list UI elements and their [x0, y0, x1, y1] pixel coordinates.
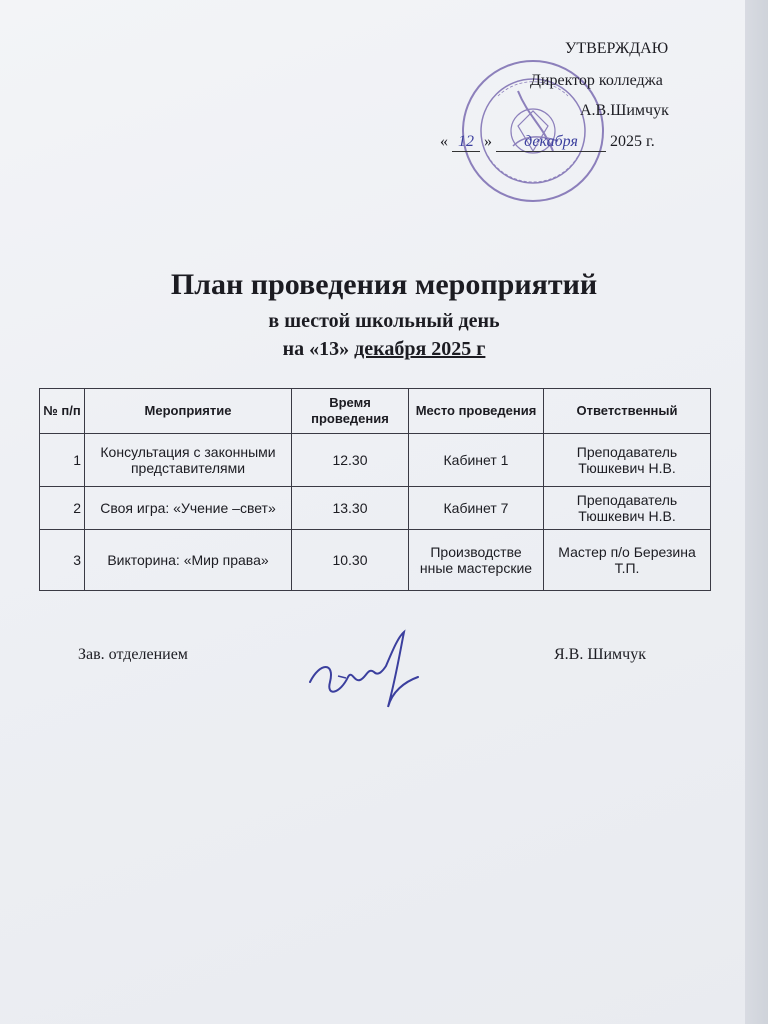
- cell-place: Кабинет 7: [409, 487, 544, 530]
- approval-role: Директор колледжа: [530, 72, 663, 89]
- header-time: Время проведения: [292, 389, 409, 434]
- approval-heading: УТВЕРЖДАЮ: [565, 40, 669, 57]
- page-edge: [745, 0, 768, 1024]
- header-place: Место проведения: [409, 389, 544, 434]
- document-subtitle: в шестой школьный день: [268, 310, 500, 332]
- document-date-underlined: декабря 2025 г: [354, 338, 486, 360]
- approval-date-open-quote: «: [440, 133, 448, 150]
- document-date-prefix: на «13»: [282, 338, 350, 360]
- header-event: Мероприятие: [85, 389, 292, 434]
- document-date-line: [0, 338, 768, 361]
- table-row: [40, 434, 711, 487]
- table-header-row: [40, 389, 711, 434]
- cell-time: 10.30: [292, 530, 409, 591]
- table-row: [40, 487, 711, 530]
- approval-date-month: декабря: [496, 133, 606, 152]
- cell-event: Викторина: «Мир права»: [85, 530, 292, 591]
- document-title: План проведения мероприятий: [170, 268, 598, 301]
- header-responsible: Ответственный: [544, 389, 711, 434]
- cell-time: 12.30: [292, 434, 409, 487]
- approval-date: [440, 133, 655, 152]
- cell-time: 13.30: [292, 487, 409, 530]
- events-table: [39, 388, 711, 591]
- cell-place: Производстве нные мастерские: [409, 530, 544, 591]
- cell-number: 1: [40, 434, 85, 487]
- cell-responsible: Преподаватель Тюшкевич Н.В.: [544, 434, 711, 487]
- approval-date-year: 2025 г.: [610, 133, 655, 150]
- approval-date-close-quote: »: [484, 133, 492, 150]
- table-row: [40, 530, 711, 591]
- header-number: № п/п: [40, 389, 85, 434]
- handwritten-signature: [300, 622, 430, 717]
- cell-number: 3: [40, 530, 85, 591]
- cell-responsible: Преподаватель Тюшкевич Н.В.: [544, 487, 711, 530]
- cell-responsible: Мастер п/о Березина Т.П.: [544, 530, 711, 591]
- approval-date-day: 12: [452, 133, 480, 152]
- cell-place: Кабинет 1: [409, 434, 544, 487]
- cell-event: Консультация с законными представителями: [85, 434, 292, 487]
- cell-number: 2: [40, 487, 85, 530]
- footer-role: Зав. отделением: [78, 646, 188, 663]
- cell-event: Своя игра: «Учение –свет»: [85, 487, 292, 530]
- footer-name: Я.В. Шимчук: [554, 646, 646, 663]
- approval-name: А.В.Шимчук: [580, 102, 669, 119]
